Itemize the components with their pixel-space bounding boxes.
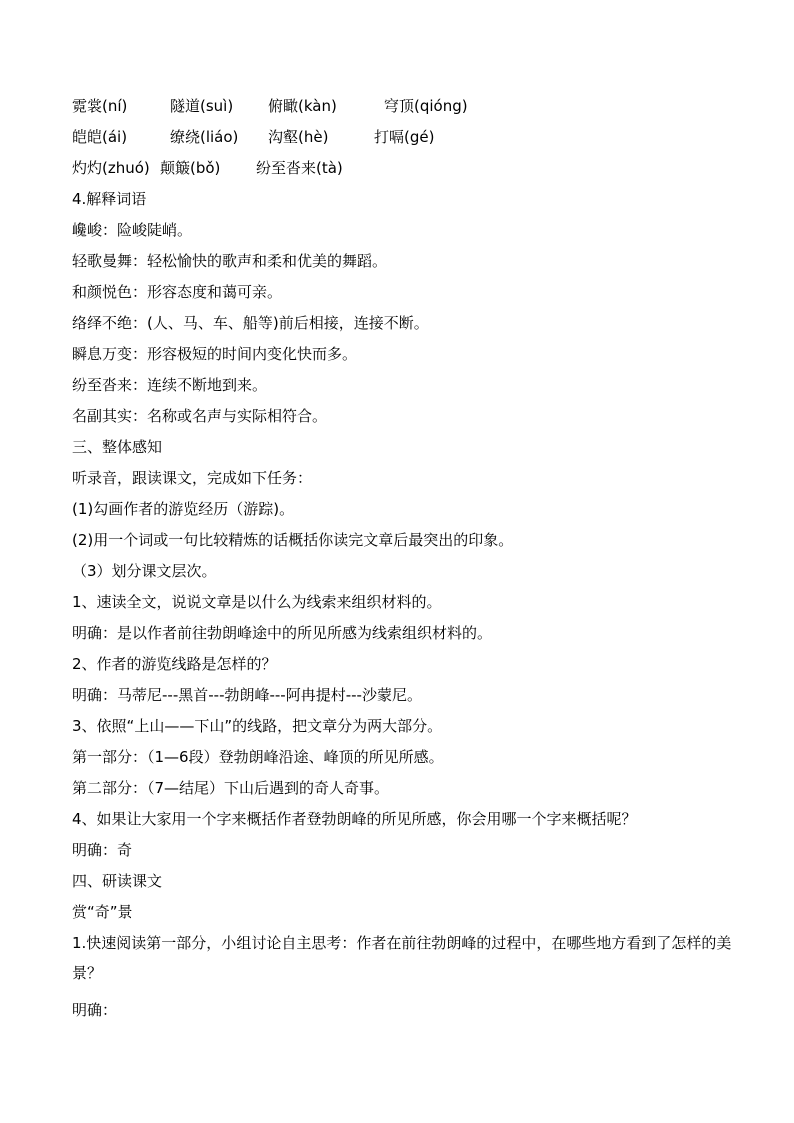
question: 2、作者的游览线路是怎样的？: [72, 655, 277, 673]
question: 1、速读全文，说说文章是以什么为线索来组织材料的。: [72, 593, 442, 611]
vocab-definition: 瞬息万变：形容极短的时间内变化快而多。: [72, 345, 358, 363]
question: 1.快速阅读第一部分，小组讨论自主思考：作者在前往勃朗峰的过程中，在哪些地方看到了怎样的美景？: [72, 934, 732, 982]
vocab-definition: 轻歌曼舞：轻松愉快的歌声和柔和优美的舞蹈。: [72, 252, 388, 270]
pinyin-item: 缭绕(liáo): [170, 128, 239, 146]
answer: 明确：是以作者前往勃朗峰途中的所见所感为线索组织材料的。: [72, 624, 493, 642]
pinyin-row-3: [72, 158, 732, 178]
pinyin-item: 霓裳(ní): [72, 97, 128, 115]
pinyin-item: 隧道(suì): [170, 97, 234, 115]
pinyin-item: 沟壑(hè): [268, 128, 329, 146]
vocab-definition: 和颜悦色：形容态度和蔼可亲。: [72, 283, 283, 301]
pinyin-item: 颠簸(bǒ): [160, 159, 221, 177]
task-item: （3）划分课文层次。: [72, 562, 217, 580]
answer: 明确：奇: [72, 841, 133, 859]
section-heading: 4.解释词语: [72, 190, 147, 208]
question: 3、依照“上山——下山”的线路，把文章分为两大部分。: [72, 717, 443, 735]
pinyin-item: 俯瞰(kàn): [268, 97, 337, 115]
question: 4、如果让大家用一个字来概括作者登勃朗峰的所见所感，你会用哪一个字来概括呢？: [72, 810, 637, 828]
vocab-definition: 巉峻：险峻陡峭。: [72, 221, 193, 239]
task-item: (2)用一个词或一句比较精炼的话概括你读完文章后最突出的印象。: [72, 531, 514, 549]
paragraph: 第一部分：（1—6段）登勃朗峰沿途、峰顶的所见所感。: [72, 748, 444, 766]
section-heading: 四、研读课文: [72, 872, 163, 890]
pinyin-item: 纷至沓来(tà): [256, 159, 343, 177]
subheading: 赏“奇”景: [72, 903, 133, 921]
pinyin-item: 穹顶(qióng): [384, 97, 468, 115]
vocab-definition: 名副其实：名称或名声与实际相符合。: [72, 407, 328, 425]
pinyin-item: 皑皑(ái): [72, 128, 128, 146]
paragraph: 听录音，跟读课文，完成如下任务：: [72, 469, 313, 487]
vocab-definition: 纷至沓来：连续不断地到来。: [72, 376, 268, 394]
answer: 明确：: [72, 1001, 118, 1019]
vocab-definition: 络绎不绝：(人、马、车、船等)前后相接，连接不断。: [72, 314, 429, 332]
pinyin-row-1: [72, 96, 732, 116]
pinyin-item: 打嗝(gé): [374, 128, 435, 146]
pinyin-item: 灼灼(zhuó): [72, 159, 150, 177]
pinyin-row-2: [72, 127, 732, 147]
answer: 明确：马蒂尼---黑首---勃朗峰---阿冉提村---沙蒙尼。: [72, 686, 422, 704]
section-heading: 三、整体感知: [72, 438, 163, 456]
task-item: (1)勾画作者的游览经历（游踪)。: [72, 500, 295, 518]
paragraph: 第二部分：（7—结尾）下山后遇到的奇人奇事。: [72, 779, 390, 797]
